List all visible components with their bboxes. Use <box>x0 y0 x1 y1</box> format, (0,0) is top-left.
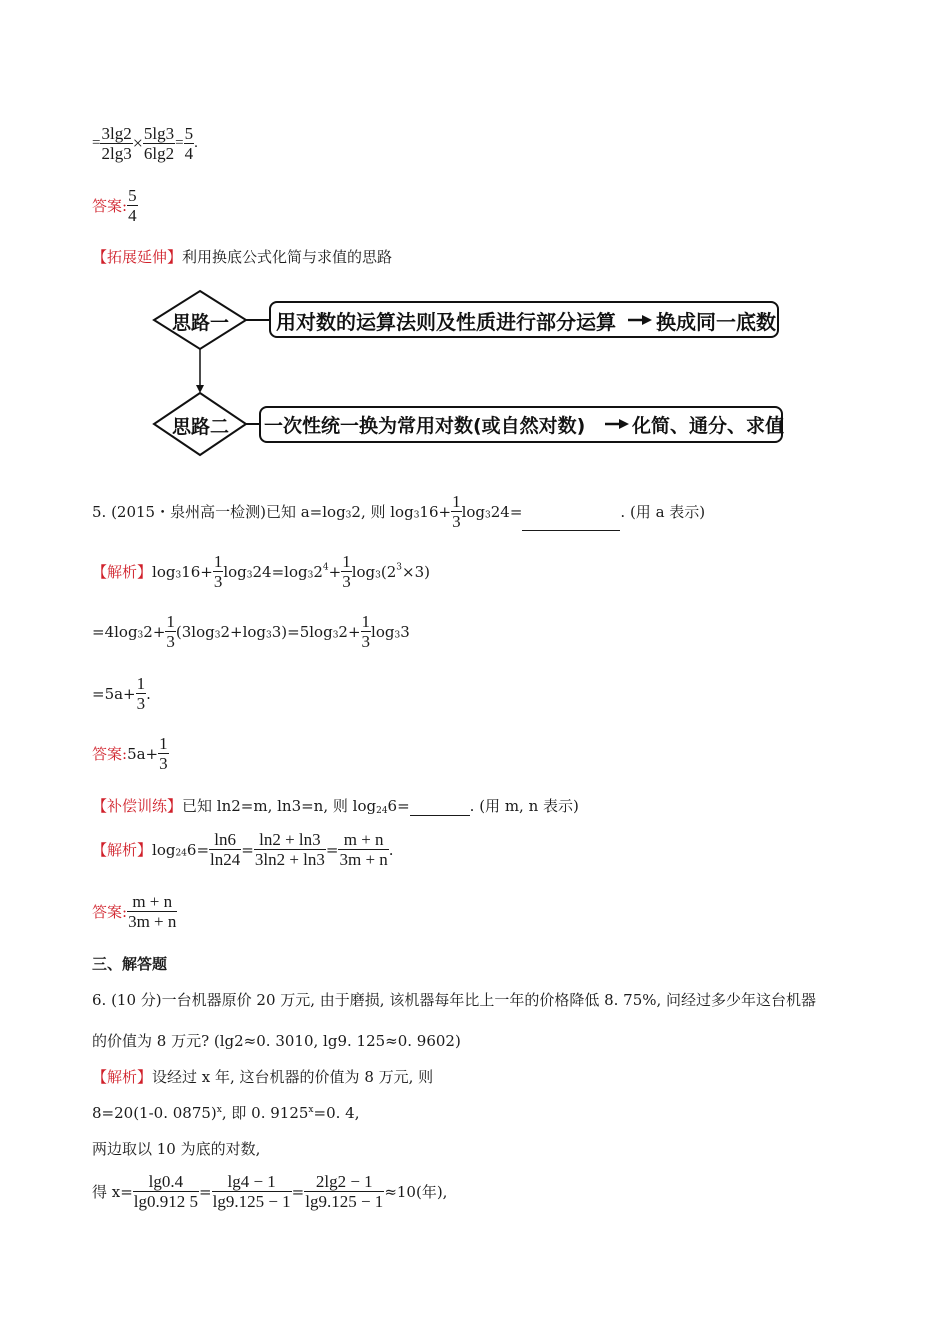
solution-5-line-2: $=4\log_32+$ $\frac{1}{3}$ $(3\log_32+\log_33)=5\log_32+$ $\frac{1}{3}$ $\log_33$ <box>92 612 410 651</box>
supplement-answer: 答案: $\frac{m + n}{3m + n}$ <box>92 892 177 931</box>
path1-label: 思路一 <box>172 312 230 334</box>
fraction: $\frac{2\lg 2 - 1}{\lg 9.125 - 1}$ <box>305 1172 384 1211</box>
fraction: $\frac{m + n}{3m + n}$ <box>128 892 177 931</box>
solution-5-line-1: 【解析】$\log_316+$ $\frac{1}{3}$ $\log_324=\log_32^4+$ $\frac{1}{3}$ $\log_3(2^3\times 3)$ <box>92 552 430 591</box>
fraction: $\frac{m + n}{3m + n}$ <box>339 830 388 869</box>
path1-result: 换成同一底数 <box>656 310 776 334</box>
fraction: $\frac{1}{3}$ <box>136 674 146 713</box>
path1-text: 用对数的运算法则及性质进行部分运算 <box>276 310 616 334</box>
fraction: $\frac{1}{3}$ <box>159 734 168 773</box>
section-heading: 三、解答题 <box>92 955 168 973</box>
fraction: $\frac{\lg 0.4}{\lg 0.912 5}$ <box>133 1172 199 1211</box>
extension-line <box>92 246 392 267</box>
question-5: 5. (2015・泉州高一检测)已知 $a=\log_32$, 则 $\log_316+$ $\frac{1}{3}$ $\log_324=$ . (用 a 表示) <box>92 492 706 531</box>
solution-6-line-1: 【解析】设经过 x 年, 这台机器的价值为 8 万元, 则 <box>92 1068 434 1086</box>
path2-text: 一次性统一换为常用对数(或自然对数) <box>264 415 586 437</box>
path2-result: 化简、通分、求值 <box>632 415 785 437</box>
solution-5-line-3: =5a+ $\frac{1}{3}$ . <box>92 674 151 713</box>
extension-text: 利用换底公式化简与求值的思路 <box>182 248 393 266</box>
fraction: $\frac{5\lg 3}{6\lg 2}$ <box>143 124 175 163</box>
solution-6-line-3: 两边取以 10 为底的对数, <box>92 1140 261 1158</box>
supplement-solution: 【解析】$\log_{24}6=$ $\frac{\ln 6}{\ln 24}$ = $\frac{\ln 2 + \ln 3}{3\ln 2 + \ln 3}$ = $\frac{m + n}{3m + n}$ . <box>92 830 394 869</box>
solution-6-line-4: 得 x= $\frac{\lg 0.4}{\lg 0.912 5}$ = $\frac{\lg 4 - 1}{\lg 9.125 - 1}$ = $\frac{2\lg 2 - 1}{\lg 9.125 - 1}$ ≈10(年), <box>92 1172 448 1211</box>
fraction: $\frac{1}{3}$ <box>452 492 461 531</box>
fraction: $\frac{1}{3}$ <box>166 612 175 651</box>
supplement-question: 【补偿训练】已知 ln2=m, ln3=n, 则 $\log_{24}6=$ . (用 m, n 表示) <box>92 797 579 816</box>
question-6-line-1: 6. (10 分)一台机器原价 20 万元, 由于磨损, 该机器每年比上一年的价格降低 8. 75%, 问经过多少年这台机器 <box>92 991 817 1009</box>
equation-line-1: = $\frac{3\lg 2}{2\lg 3}$ × $\frac{5\lg 3}{6\lg 2}$ = $\frac{5}{4}$ . <box>92 124 198 163</box>
answer-1: 答案: $\frac{5}{4}$ <box>92 186 137 225</box>
fraction: $\frac{5}{4}$ <box>128 186 137 225</box>
answer-blank[interactable] <box>410 799 470 816</box>
fraction: $\frac{\lg 4 - 1}{\lg 9.125 - 1}$ <box>212 1172 291 1211</box>
answer-blank[interactable] <box>522 512 620 531</box>
fraction: $\frac{\ln 2 + \ln 3}{3\ln 2 + \ln 3}$ <box>254 830 325 869</box>
fraction: $\frac{1}{3}$ <box>342 552 351 591</box>
solution-6-line-2: 8=20(1-0. 0875)$^x$, 即 0. $9125^x=0$. 4, <box>92 1104 360 1122</box>
fraction: $\frac{1}{3}$ <box>361 612 371 651</box>
path2-label: 思路二 <box>172 416 230 438</box>
fraction: $\frac{1}{3}$ <box>213 552 223 591</box>
question-6-line-2: 的价值为 8 万元? (lg2≈0. 3010, lg9. 125≈0. 9602) <box>92 1032 461 1050</box>
fraction: $\frac{5}{4}$ <box>184 124 194 163</box>
fraction: $\frac{\ln 6}{\ln 24}$ <box>210 830 241 869</box>
extension-tag: 【拓展延伸】 <box>92 248 183 266</box>
answer-5: 答案:5a+ $\frac{1}{3}$ <box>92 734 168 773</box>
fraction: $\frac{3\lg 2}{2\lg 3}$ <box>101 124 132 163</box>
